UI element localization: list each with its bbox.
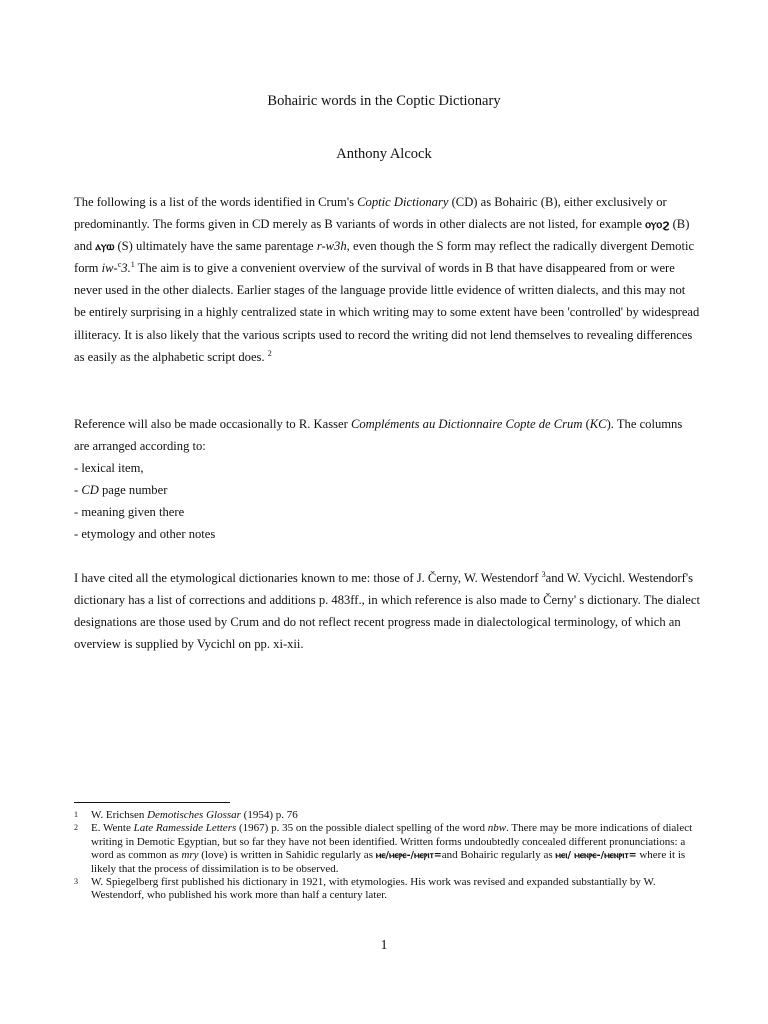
document-title: Bohairic words in the Coptic Dictionary (267, 93, 501, 109)
column-list-item: - CD page number (74, 483, 168, 498)
reference-text: Reference will also be made occasionally to R. Kasser Compléments au Dictionnaire Copte de Crum (KC). The columns are arranged according to: (74, 417, 683, 454)
reference-paragraph (74, 413, 700, 546)
footnote-divider (74, 802, 230, 803)
intro-paragraph: The following is a list of the words identified in Crum's Coptic Dictionary (CD) as Bohairic (B), either exclusively or predominantly. The forms given in CD merely as B variants of words in other dialects are not listed, for example ⲟⲩⲟϩ (B) and ⲁⲩⲱ (S) ultimately have the same parentage r-w3h, even though the S form may reflect the radically divergent Demotic form iw-$^c$3.$^1$ The aim is to give a convenient overview of the survival of words in B that have disappeared from or were never used in the other dialects. Earlier stages of the language provide little evidence of written dialects, and this may not be entirely surprising in a highly centralized state in which writing may to some extent have been 'controlled' by widespread illiteracy. It is also likely that the various scripts used to record the writing did not lend themselves to revealing differences as easily as the alphabetic script does. $^2$ (74, 195, 700, 364)
footnote-ref: 1 (130, 260, 135, 270)
column-list-item: - etymology and other notes (74, 527, 216, 542)
coptic-word: ⲁⲩⲱ (95, 239, 115, 254)
footnote-ref: 2 (267, 348, 272, 358)
column-list-item: - lexical item, (74, 461, 144, 476)
document-author: Anthony Alcock (336, 146, 432, 162)
footnote-ref: 3 (541, 569, 546, 579)
footnote: 2 E. Wente Late Ramesside Letters (1967) p. 35 on the possible dialect spelling of the word nbw. There may be more indications of dialect writing in Demotic Egyptian, but so far they have not been identified. Written forms undoubtedly concealed different pronunciations: a word as common as mry (love) is written in Sahidic regularly as ⲙⲉ/ⲙⲉⲣⲉ-/ⲙⲉⲣⲓⲧ=and Bohairic regularly as ⲙⲉⲓ/ ⲙⲉⲛⲣⲉ-/ⲙⲉⲛⲣⲓⲧ= where it is likely that the process of dissimilation is to be observed. (74, 822, 693, 875)
footnote-number: 2 (74, 823, 78, 833)
footnote-number: 1 (74, 810, 78, 819)
footnote: 1 W. Erichsen Demotisches Glossar (1954) p. 76 (74, 809, 298, 821)
footnote: 3 W. Spiegelberg first published his dictionary in 1921, with etymologies. His work was revised and expanded substantially by W. Westendorf, who published his work more than half a century later. (74, 876, 656, 902)
dictionaries-paragraph: I have cited all the etymological dictionaries known to me: those of J. Černy, W. Westendorf $^3$and W. Vycichl. Westendorf's dictionary has a list of corrections and additions p. 483ff., in which reference is also made to Černy' s dictionary. The dialect designations are those used by Crum and do not reflect recent progress made in dialectological terminology, of which an overview is supplied by Vycichl on pp. xi-xii. (74, 569, 700, 652)
coptic-word: ⲙⲉ/ⲙⲉⲣⲉ-/ⲙⲉⲣⲓⲧ= (375, 850, 442, 862)
footnotes (74, 809, 704, 903)
coptic-word: ⲟⲩⲟϩ (645, 217, 670, 232)
footnote-number: 3 (74, 877, 78, 887)
coptic-word: ⲙⲉⲓ/ ⲙⲉⲛⲣⲉ-/ⲙⲉⲛⲣⲓⲧ= (555, 850, 637, 862)
column-list-item: - meaning given there (74, 505, 185, 520)
page-number: 1 (380, 938, 388, 953)
